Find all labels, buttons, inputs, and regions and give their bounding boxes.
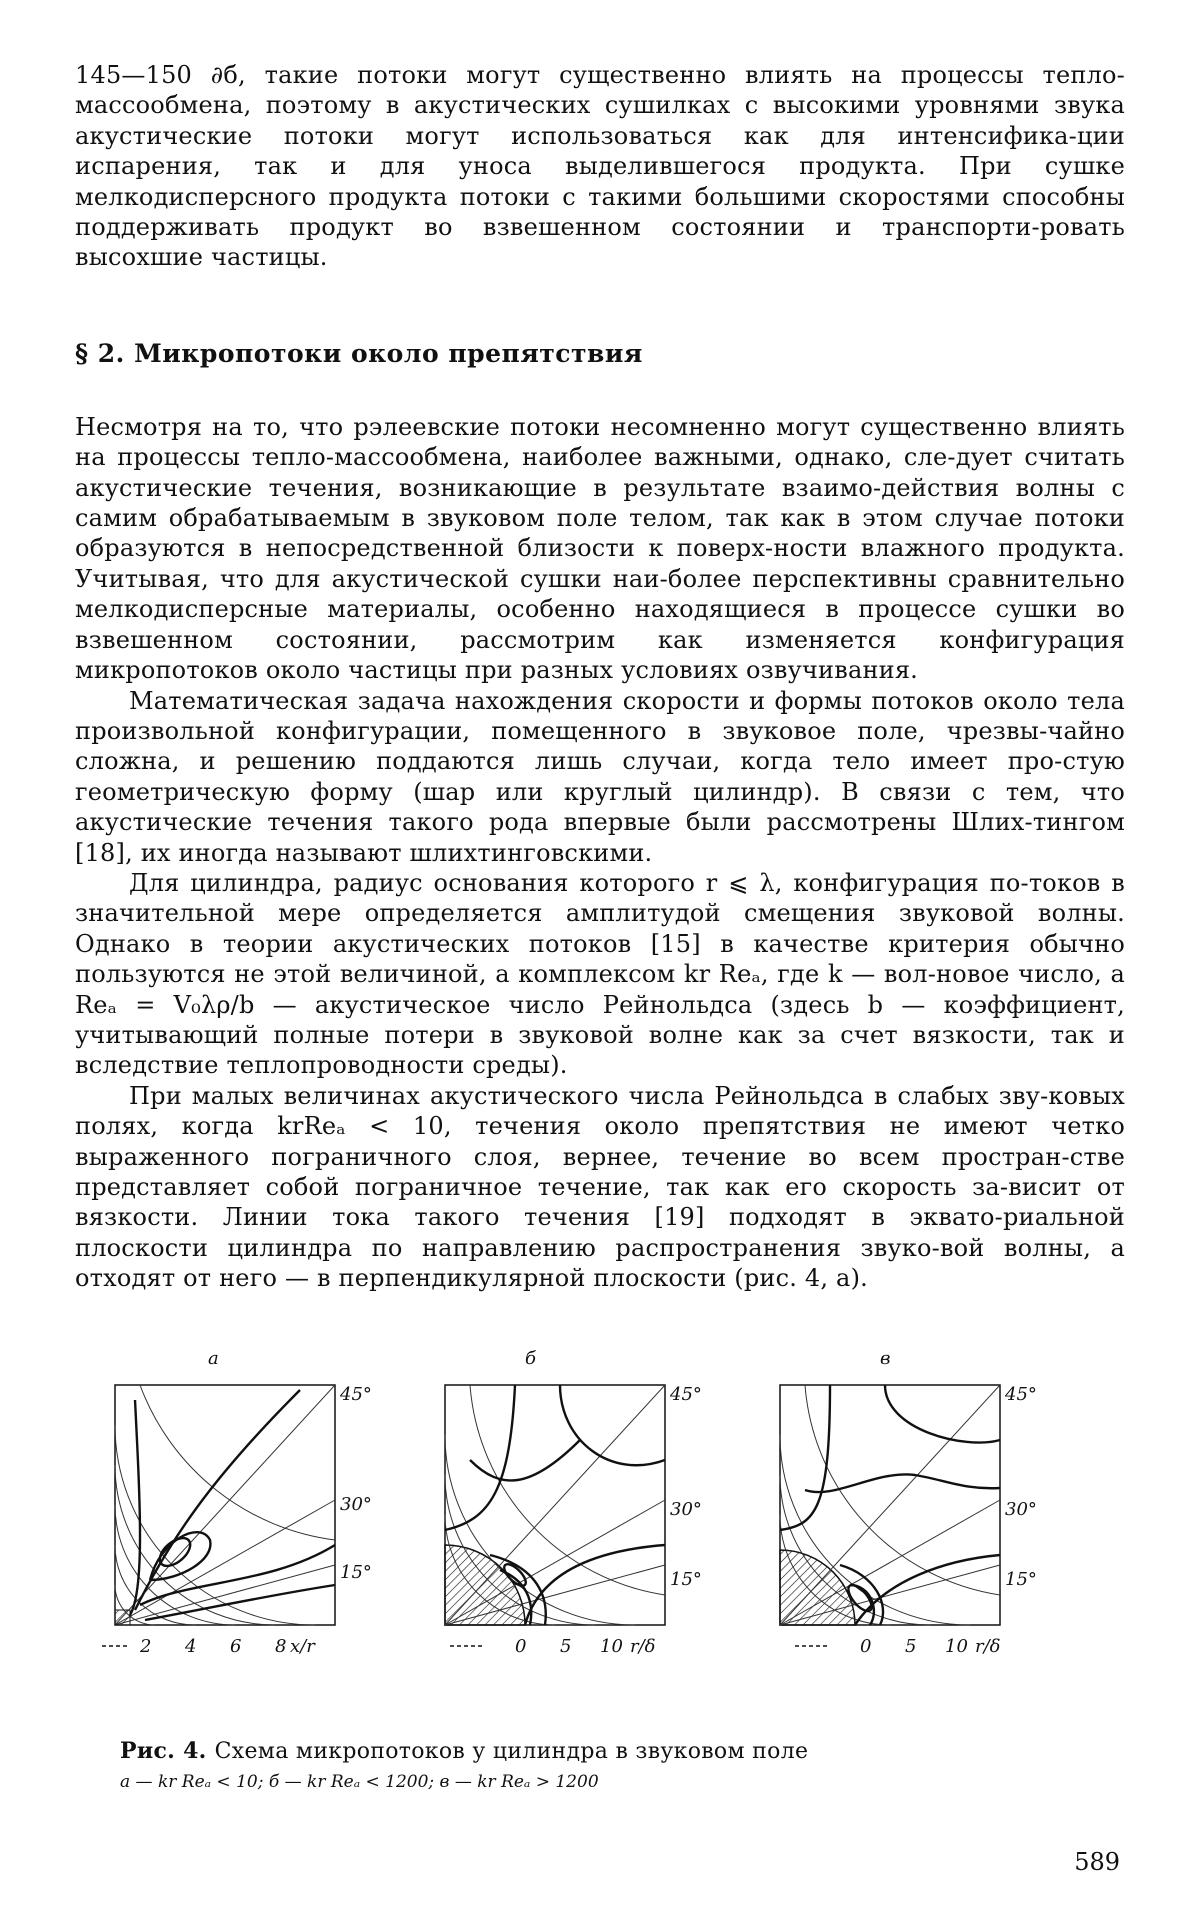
paragraph-3: Для цилиндра, радиус основания которого r ⩽ λ, конфигурация по-токов в значительной мере определяется амплитудой смещения звуковой волны. Однако в теории акустических потоков [15] в качестве критерия обычно пользуются не этой величиной, а комплексом kr Reₐ, где k — вол-новое число, а Reₐ = V₀λρ/b — акустическое число Рейнольдса (здесь b — коэффициент, учитывающий полные потери в звуковой волне как за счет вязкости, так и вследствие теплопроводности среды). xyxy=(75,868,1125,1080)
tick-2: 10 xyxy=(945,1636,968,1657)
angle-15: 15° xyxy=(670,1569,702,1590)
tick-0: 0 xyxy=(515,1636,527,1657)
tick-0: 0 xyxy=(860,1636,872,1657)
paragraph-continuation: 145—150 ∂б, такие потоки могут существенно влиять на процессы тепло-массообмена, поэтому в акустических сушилках с высокими уровнями звука акустические потоки могут использоваться как для интенсифика-ции испарения, так и для уноса выделившегося продукта. При сушке мелкодисперсного продукта потоки с такими большими скоростями способны поддерживать продукт во взвешенном состоянии и транспорти-ровать высохшие частицы. xyxy=(75,61,1125,272)
cylinder-section xyxy=(780,1550,855,1625)
axis-label: x/r xyxy=(290,1636,315,1657)
paragraph-4: При малых величинах акустического числа Рейнольдса в слабых зву-ковых полях, когда krReₐ < 10, течения около препятствия не имеют четко выраженного пограничного слоя, вернее, течение во всем простран-стве представляет собой пограничное течение, так как его скорость за-висит от вязкости. Линии тока такого течения [19] подходят в эквато-риальной плоскости цилиндра по направлению распространения звуко-вой волны, а отходят от него — в перпендикулярной плоскости (рис. 4, а). xyxy=(75,1081,1125,1293)
cylinder-section xyxy=(445,1545,525,1625)
angle-30: 30° xyxy=(340,1494,372,1515)
tick-2: 10 xyxy=(600,1636,623,1657)
angle-45: 45° xyxy=(340,1384,372,1405)
caption-text: Схема микропотоков у цилиндра в звуковом поле xyxy=(214,1739,809,1764)
page-body xyxy=(75,60,1125,1294)
tick-1: 4 xyxy=(185,1636,197,1657)
panel-label: а xyxy=(208,1348,219,1369)
paragraph-1: Несмотря на то, что рэлеевские потоки несомненно могут существенно влиять на процессы тепло-массообмена, наиболее важными, однако, сле-дует считать акустические течения, возникающие в результате взаимо-действия волны с самим обрабатываемым в звуковом поле телом, так как в этом случае потоки образуются в непосредственной близости к поверх-ности влажного продукта. Учитывая, что для акустической сушки наи-более перспективны сравнительно мелкодисперсные материалы, особенно находящиеся в процессе сушки во взвешенном состоянии, рассмотрим как изменяется конфигурация микропотоков около частицы при разных условиях озвучивания. xyxy=(75,412,1125,685)
angle-45: 45° xyxy=(1005,1384,1037,1405)
figure-4 xyxy=(100,1340,1100,1720)
caption-title xyxy=(120,1738,1100,1764)
angle-15: 15° xyxy=(340,1562,372,1583)
tick-1: 5 xyxy=(905,1636,917,1657)
figure-panel-c xyxy=(765,1340,1055,1710)
angle-30: 30° xyxy=(1005,1499,1037,1520)
section-heading: § 2. Микропотоки около препятствия xyxy=(75,338,643,368)
polar-grid xyxy=(115,1385,335,1625)
tick-0: 2 xyxy=(140,1636,152,1657)
figure-panel-a xyxy=(100,1340,390,1710)
tick-1: 5 xyxy=(560,1636,572,1657)
panel-label: б xyxy=(525,1348,536,1369)
tick-2: 6 xyxy=(230,1636,242,1657)
figure-panel-b xyxy=(430,1340,720,1710)
cylinder-section xyxy=(115,1610,130,1625)
polar-grid xyxy=(445,1385,665,1625)
tick-3: 8 xyxy=(275,1636,287,1657)
paragraph-2: Математическая задача нахождения скорости и формы потоков около тела произвольной конфигурации, помещенного в звуковое поле, чрезвы-чайно сложна, и решению поддаются лишь случаи, когда тело имеет про-стую геометрическую форму (шар или круглый цилиндр). В связи с тем, что акустические течения такого рода впервые были рассмотрены Шлих-тингом [18], их иногда называют шлихтинговскими. xyxy=(75,686,1125,867)
angle-45: 45° xyxy=(670,1384,702,1405)
caption-prefix: Рис. 4. xyxy=(120,1738,207,1764)
axis-label: r/δ xyxy=(630,1636,656,1657)
page-number: 589 xyxy=(1074,1848,1120,1876)
angle-15: 15° xyxy=(1005,1569,1037,1590)
caption-legend: а — kr Reₐ < 10; б — kr Reₐ < 1200; в — kr Reₐ > 1200 xyxy=(120,1772,599,1792)
axis-label: r/δ xyxy=(975,1636,1001,1657)
angle-30: 30° xyxy=(670,1499,702,1520)
panel-label: в xyxy=(880,1348,891,1369)
streamlines xyxy=(130,1390,335,1620)
figure-caption xyxy=(120,1738,1100,1792)
